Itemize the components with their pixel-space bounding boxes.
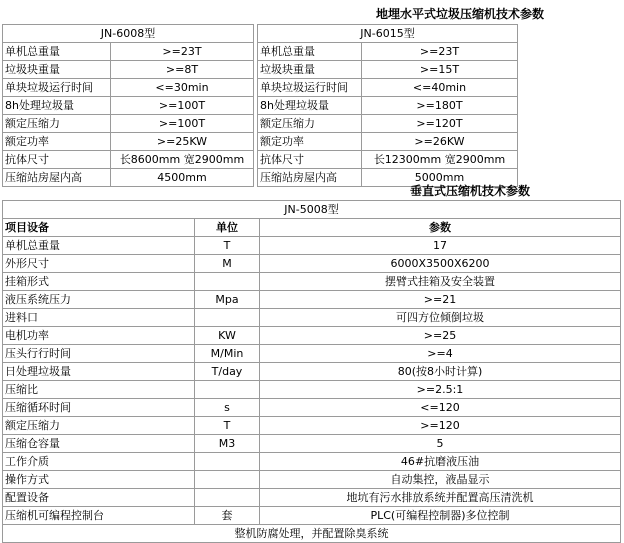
param-cell: 46#抗磨液压油 [260,453,621,471]
item-cell: 操作方式 [3,471,195,489]
item-cell: 额定压缩力 [3,417,195,435]
item-cell: 液压系统压力 [3,291,195,309]
footer-row [3,525,621,543]
param-value-cell: 5000mm [362,169,518,187]
param-cell: 自动集控，液晶显示 [260,471,621,489]
model-row [3,201,621,219]
param-cell: >=2.5:1 [260,381,621,399]
table-row [3,61,254,79]
item-cell: 外形尺寸 [3,255,195,273]
param-cell: <=120 [260,399,621,417]
param-value-cell: 4500mm [111,169,254,187]
table-row [3,133,254,151]
jn5008-table [2,200,621,543]
item-cell: 电机功率 [3,327,195,345]
table-row [3,453,621,471]
unit-cell [195,471,260,489]
param-value-cell: <=40min [362,79,518,97]
jn6015-table [257,24,518,187]
header-item-cell: 项目设备 [3,219,195,237]
item-cell: 配置设备 [3,489,195,507]
item-cell: 压头行行时间 [3,345,195,363]
table-row [3,237,621,255]
table-row [258,43,518,61]
param-name-cell: 单块垃圾运行时间 [258,79,362,97]
param-cell: PLC(可编程控制器)多位控制 [260,507,621,525]
table-row [3,345,621,363]
param-cell: >=120 [260,417,621,435]
param-value-cell: >=26KW [362,133,518,151]
unit-cell [195,309,260,327]
param-name-cell: 单机总重量 [3,43,111,61]
table-row [3,435,621,453]
vertical-title: 垂直式压缩机技术参数 [410,184,531,198]
param-value-cell: >=100T [111,97,254,115]
unit-cell: s [195,399,260,417]
param-value-cell: >=23T [362,43,518,61]
table-row [258,115,518,133]
param-name-cell: 单块垃圾运行时间 [3,79,111,97]
param-cell: 6000X3500X6200 [260,255,621,273]
item-cell: 压缩仓容量 [3,435,195,453]
unit-cell: T/day [195,363,260,381]
param-name-cell: 额定压缩力 [258,115,362,133]
table-row [3,507,621,525]
param-name-cell: 8h处理垃圾量 [3,97,111,115]
param-name-cell: 额定压缩力 [3,115,111,133]
unit-cell: M [195,255,260,273]
item-cell: 日处理垃圾量 [3,363,195,381]
table-row [3,291,621,309]
param-cell: 80(按8小时计算) [260,363,621,381]
param-value-cell: >=8T [111,61,254,79]
param-value-cell: 长12300mm 宽2900mm [362,151,518,169]
unit-cell [195,453,260,471]
unit-cell [195,273,260,291]
param-cell: 地坑有污水排放系统并配置高压清洗机 [260,489,621,507]
table-row [3,381,621,399]
footer-cell: 整机防腐处理，并配置除臭系统 [3,525,621,543]
param-value-cell: >=100T [111,115,254,133]
table-row [3,489,621,507]
param-name-cell: 抗体尺寸 [258,151,362,169]
param-name-cell: 抗体尺寸 [3,151,111,169]
table-row [3,151,254,169]
param-name-cell: 垃圾块重量 [258,61,362,79]
param-value-cell: >=180T [362,97,518,115]
table-row [258,151,518,169]
unit-cell [195,489,260,507]
unit-cell: M/Min [195,345,260,363]
item-cell: 挂箱形式 [3,273,195,291]
header-unit-cell: 单位 [195,219,260,237]
table-row [3,169,254,187]
item-cell: 工作介质 [3,453,195,471]
param-cell: 5 [260,435,621,453]
param-value-cell: >=25KW [111,133,254,151]
param-name-cell: 额定功率 [258,133,362,151]
table-row [258,79,518,97]
param-name-cell: 8h处理垃圾量 [258,97,362,115]
param-value-cell: <=30min [111,79,254,97]
unit-cell: Mpa [195,291,260,309]
param-value-cell: >=15T [362,61,518,79]
model-name-cell: JN-5008型 [3,201,621,219]
table-row [258,133,518,151]
param-value-cell: >=120T [362,115,518,133]
table-row [258,61,518,79]
table-row [3,97,254,115]
table-row [3,273,621,291]
jn6008-table [2,24,254,187]
model-row [258,25,518,43]
param-name-cell: 压缩站房屋内高 [258,169,362,187]
param-value-cell: 长8600mm 宽2900mm [111,151,254,169]
model-name-cell: JN-6015型 [258,25,518,43]
param-name-cell: 压缩站房屋内高 [3,169,111,187]
unit-cell: T [195,237,260,255]
param-value-cell: >=23T [111,43,254,61]
table-row [3,115,254,133]
table-row [3,255,621,273]
table-row [3,309,621,327]
param-cell: 17 [260,237,621,255]
unit-cell: T [195,417,260,435]
param-cell: 可四方位倾倒垃圾 [260,309,621,327]
param-cell: >=25 [260,327,621,345]
table-row [3,417,621,435]
model-row [3,25,254,43]
table-row [3,79,254,97]
param-name-cell: 单机总重量 [258,43,362,61]
table-row [3,399,621,417]
table-row [3,327,621,345]
table-row [3,363,621,381]
item-cell: 压缩机可编程控制台 [3,507,195,525]
horizontal-title: 地埋水平式垃圾压缩机技术参数 [376,7,545,21]
param-cell: >=21 [260,291,621,309]
param-name-cell: 垃圾块重量 [3,61,111,79]
item-cell: 单机总重量 [3,237,195,255]
table-row [3,43,254,61]
header-param-cell: 参数 [260,219,621,237]
item-cell: 压缩比 [3,381,195,399]
unit-cell [195,381,260,399]
header-row [3,219,621,237]
model-name-cell: JN-6008型 [3,25,254,43]
item-cell: 进料口 [3,309,195,327]
param-cell: 摆臂式挂箱及安全装置 [260,273,621,291]
unit-cell: M3 [195,435,260,453]
table-row [258,97,518,115]
unit-cell: 套 [195,507,260,525]
param-cell: >=4 [260,345,621,363]
item-cell: 压缩循环时间 [3,399,195,417]
unit-cell: KW [195,327,260,345]
param-name-cell: 额定功率 [3,133,111,151]
table-row [3,471,621,489]
